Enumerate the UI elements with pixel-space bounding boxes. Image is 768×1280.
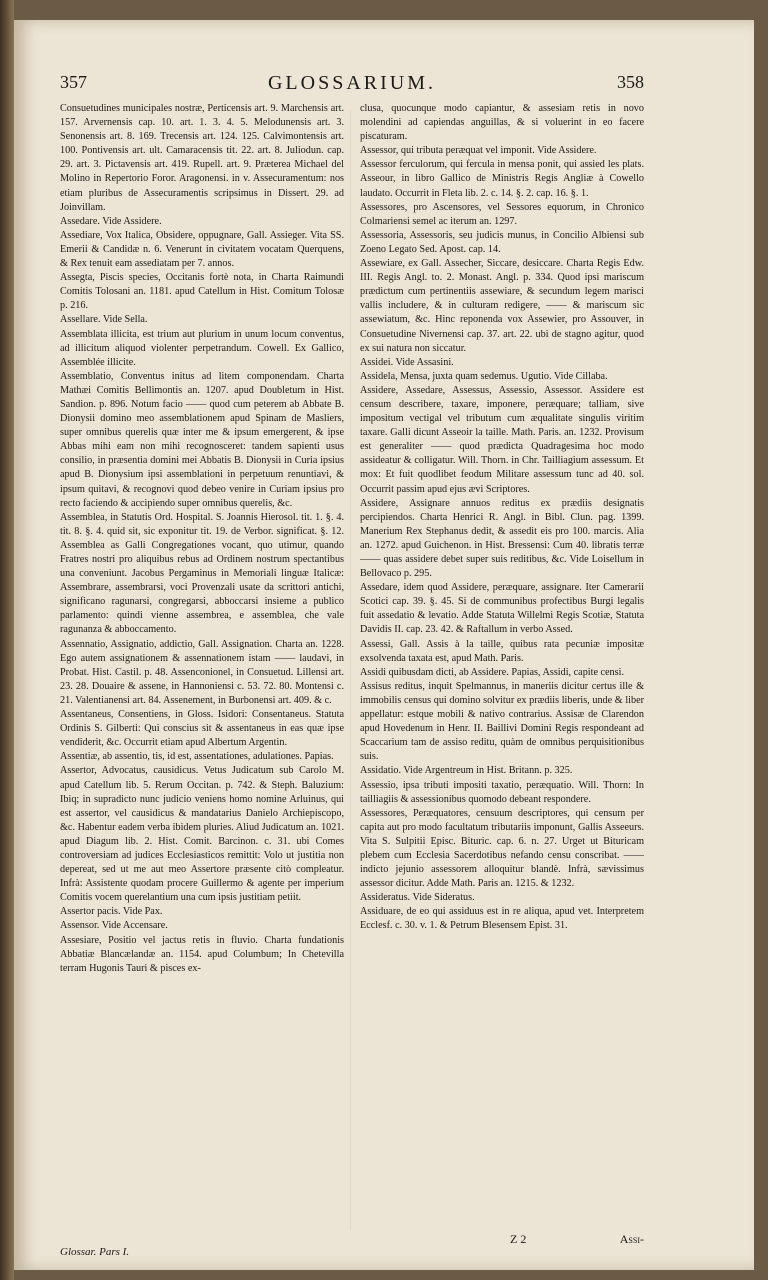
glossary-entry: Assedare, idem quod Assidere, peræquare, assignare. Iter Camerarii Scotici cap. 39. §. 45. Si de communibus profectibus Burgi legalis fuit assedatio & levatio. Adde Statuta Willelmi Regis Scotiæ, Statuta Davidis II. cap. 23. 42. & Raftallum in verbo Assed.: [360, 582, 644, 636]
glossary-entry: Assertor pacis. Vide Pax.: [60, 906, 163, 918]
glossary-entry: Assiduare, de eo qui assiduus est in re aliqua, apud vet. Interpretem Ecclesf. c. 30. v. 1. & Petrum Blesensem Epist. 31.: [360, 906, 644, 932]
page-number-right: 358: [617, 72, 644, 92]
glossary-entry: Assesiare, Positio vel jactus retis in fluvio. Charta fundationis Abbatiæ Blancælandæ an. 1154. apud Columbum; In Chetevilla terram Hugonis Tauri & pisces ex-: [60, 934, 344, 974]
catchword: Assi-: [619, 1232, 644, 1246]
glossary-entry: Assentaneus, Consentiens, in Gloss. Isidori: Consentaneus. Statuta Ordinis S. Gilberti: Qui conscius sit & assentaneus in eas quæ ipse vendiderit, &c. Occurrit etiam apud Albertum Argentin.: [60, 709, 344, 749]
left-column: [60, 102, 344, 976]
glossary-entry: Assidei. Vide Assasini.: [360, 356, 454, 368]
column-gutter: [350, 110, 351, 1230]
signature-mark: Z 2: [510, 1232, 527, 1246]
glossary-entry: Assidere, Assedare, Assessus, Assessio, Assessor. Assidere est censum describere, taxare, imponere, peræquare; talliam, sive impositum vectigal vel tributum cum æqualitate singulis viritim taxare. Galli dicunt Asseoir la taille. Math. Paris. an. 1232. Provisum est generaliter —— quod prædicta Quadragesima hoc modo assideatur & colligatur. Will. Thorn. in Chr. Tailliagium assessum. Et mox: Et fuit quodlibet feodum Militare assessum tunc ad 40. sol. Occurrit passim apud ejus ævi Scriptores.: [360, 384, 644, 495]
glossary-entry: clusa, quocunque modo capiantur, & assesiam retis in novo molendini ad capiendas anguillas, & si voluerint in eo facere piscaturam.: [360, 103, 644, 143]
page-number-left: 357: [60, 72, 87, 92]
glossary-entry: Assessio, ipsa tributi impositi taxatio, peræquatio. Will. Thorn: In tailliagiis & assessionibus quomodo debeant respondere.: [360, 779, 644, 805]
glossary-entry: Assidatio. Vide Argentreum in Hist. Britann. p. 325.: [360, 765, 573, 777]
glossary-entry: Assidere, Assignare annuos reditus ex prædiis designatis percipiendos. Charta Henrici R. Angl. in Bibl. Clun. pag. 1399. Manerium Rex Stephanus dedit, & assedit eis pro 100. marcis. Alia an. 1272. apud Guichenon. in Hist. Bressensi: Cum 40. libratis terræ —— quas assidere debet super suis reditibus, &c. Vide Loisellum in Bellovaco p. 295.: [360, 497, 644, 580]
glossary-entry: Assewiare, ex Gall. Assecher, Siccare, desiccare. Charta Regis Edw. III. Regis Angl. to. 2. Monast. Angl. p. 334. Quod ipsi mariscum prædictum cum pertinentiis assewiare, & secundum legem marisci vallis includere, & in culturam redigere, —— & mariscum sic assewiatum, &c. Hinc reponenda vox Assewier, pro Assouver, in Consuetudine Nivernensi cap. 37. art. 22. ubi de stagno agitur, quod ex sui natura non siccatur.: [360, 258, 644, 354]
glossary-entry: Assentiæ, ab assentio, tis, id est, assentationes, adulationes. Papias.: [60, 751, 334, 763]
glossary-entry: Assidela, Mensa, juxta quam sedemus. Ugutio. Vide Cillaba.: [360, 370, 608, 382]
glossary-entry: Assertor, Advocatus, causidicus. Vetus Judicatum sub Carolo M. apud Catellum lib. 5. Rerum Occitan. p. 742. & Steph. Baluzium: Ibiq; in supradicto nunc judicio veniens homo nomine Arluinus, qui est assertor, vel causidicus & mandatarius Danielo Archiepiscopo, &c. Habentur eadem verba ibidem pluries. Aliud Judicatum an. 1021. apud Diagum lib. 2. Hist. Comit. Barcinon. c. 31. ubi Comes controversiam ad judices Ecclesiasticos remittit: Volo ut justitia non depereat, sed ut me aut meo Assertore præsente citò compleatur. Infrà: Assistente quodam procere Guillermo & agente per imperium Comitis vocem querelantium una cum ipsis justitiam petiit.: [60, 765, 344, 904]
page-title: GLOSSARIUM.: [267, 72, 437, 94]
footer-right: [360, 1232, 644, 1248]
glossary-entry: Assemblatio, Conventus initus ad litem componendam. Charta Mathæi Comitis Bellimontis an. 1207. apud Doubletum in Hist. Sandion. p. 896. Notum facio —— quod cum peterem ab Abbate B. Dionysii domino meo assemblationem apud Spinam de Masliers, super omnibus querelis quæ inter me & ipsum emergerent, & ipse Abbas mihi eam non mihi recognosceret: tandem sapienti usus consilio, in præsentia domini mei Abbatis B. Dionysii in Curia ipsius apud B. Dionysium ipsi assemblationi in perpetuum renuntiavi, & ipsum quitavi, & recognovi quod debeo venire in Curiam ipsius pro recto faciendo & accipiendo super omnibus querelis, &c.: [60, 370, 344, 509]
glossary-entry: Assessi, Gall. Assis à la taille, quibus rata pecuniæ impositæ exsolvenda taxata est, apud Math. Paris.: [360, 638, 644, 664]
glossary-entry: Assegta, Piscis species, Occitanis fortè nota, in Charta Raimundi Comitis Tolosani an. 1181. apud Catellum in Hist. Comitum Tolosæ p. 216.: [60, 272, 344, 312]
glossary-entry: Assessor, qui tributa peræquat vel imponit. Vide Assidere.: [360, 145, 597, 157]
glossary-entry: Assediare, Vox Italica, Obsidere, oppugnare, Gall. Assieger. Vita SS. Emerii & Candidæ n. 6. Venerunt in civitatem vocatam Querquens, & Rex tenuit eam assediatam per 7. annos.: [60, 229, 344, 270]
glossary-entry: Assessores, Peræquatores, censuum descriptores, qui censum per capita aut pro modo facultatum tributariis imponunt, Gallis Asseeurs. Vita S. Sulpitii Episc. Bituric. cap. 6. n. 27. Urget ut Bituricam plebem cum Ecclesia Sacerdotibus nefando censu conscribat. —— indicto jejunio assessorem alloquitur blandè. Infrà, sævissimus assessor dicitur. Adde Math. Paris an. 1215. & 1232.: [360, 807, 644, 890]
glossary-entry: Assensor. Vide Accensare.: [60, 920, 168, 932]
glossary-entry: Assessores, pro Ascensores, vel Sessores equorum, in Chronico Colmariensi semel ac iterum an. 1297.: [360, 201, 644, 227]
right-column: [360, 102, 644, 934]
glossary-entry: Assessor ferculorum, qui fercula in mensa ponit, qui assied les plats. Asseour, in libro Gallico de Ministris Regis Angliæ à Cowello laudato. Occurrit in Fleta lib. 2. c. 14. §. 2. cap. 16. §. 1.: [360, 159, 644, 199]
glossary-entry: Assessoria, Assessoris, seu judicis munus, in Concilio Albiensi sub Zoeno Legato Sed. Apost. cap. 14.: [360, 229, 644, 255]
glossary-entry: Assisus reditus, inquit Spelmannus, in maneriis dicitur certus ille & immobilis census qui domino solvitur ex prædiis liberis, unde & liber appellatur: estque mobili & nativo contrarius. Assisæ de Clarendon apud Hovedenum in Henr. II. Baillivi Domini Regis respondeant ad Scaccarium tam de assiso reditu, quàm de omnibus perquisitionibus suis.: [360, 680, 644, 763]
signature-left: Glossar. Pars I.: [60, 1246, 130, 1258]
glossary-entry: Assemblea, in Statutis Ord. Hospital. S. Joannis Hierosol. tit. 1. §. 4. tit. 8. §. 4. quid sit, sic exponitur tit. 19. de Verbor. significat. §. 12. Assemblea as Galli Congregationes vocant, quo utimur, quando Fratres nostri pro aliquibus rebus ad Ordinem nostrum spectantibus una conveniunt. Jacobus Pergaminus in Memoriali linguæ Italicæ: Assembrare, assembrarsi, voci Provenzali usate da scrittori antichi, significano ragunarsi, congregarsi, abboccarsi insieme a publico parlamento: quindi vienne assembrea, e assemblea, che vale ragunanza & abboccamento.: [60, 511, 344, 636]
glossary-entry: Assennatio, Assignatio, addictio, Gall. Assignation. Charta an. 1228. Ego autem assignationem & assennationem istam —— laudavi, in Probat. Hist. Castil. p. 48. Assenconionel, in Consuetud. Lillensi art. 23. 28. Douaire & assene, in Hannoniensi c. 53. 72. 80. Montensi c. 21. Valentianensi art. 84. Assenement, in Burbonensi art. 409. & c.: [60, 638, 344, 706]
glossary-entry: Assemblata illicita, est trium aut plurium in unum locum conventus, ad illicitum aliquod violenter perpetrandum. Cowell. Ex Gallico, Assemblée illicite.: [60, 328, 344, 368]
glossary-entry: Assellare. Vide Sella.: [60, 314, 148, 326]
running-head: [60, 72, 644, 102]
glossary-entry: Assidi quibusdam dicti, ab Assidere. Papias, Assidi, capite censi.: [360, 666, 624, 678]
glossary-entry: Assedare. Vide Assidere.: [60, 215, 162, 227]
glossary-entry: Consuetudines municipales nostræ, Perticensis art. 9. Marchensis art. 157. Arvernensis cap. 10. art. 1. 3. 4. 5. Melodunensis art. 3. Senonensis art. 8. 169. Trecensis art. 124. 125. Calvimontensis art. 100. Pontivensis art. ult. Camaracensis tit. 22. art. 8. Juliodun. cap. 29. art. 3. Pictavensis art. 419. Rupell. art. 9. Præterea Michael del Molino in Repertorio Foror. Aragonensi. in v. Assecuramentum: nos etiam pluribus de Assecuramentis scripsimus in Dissert. 29. ad Joinvillam.: [60, 103, 344, 213]
book-spine: [0, 0, 14, 1280]
glossary-entry: Assideratus. Vide Sideratus.: [360, 892, 475, 904]
